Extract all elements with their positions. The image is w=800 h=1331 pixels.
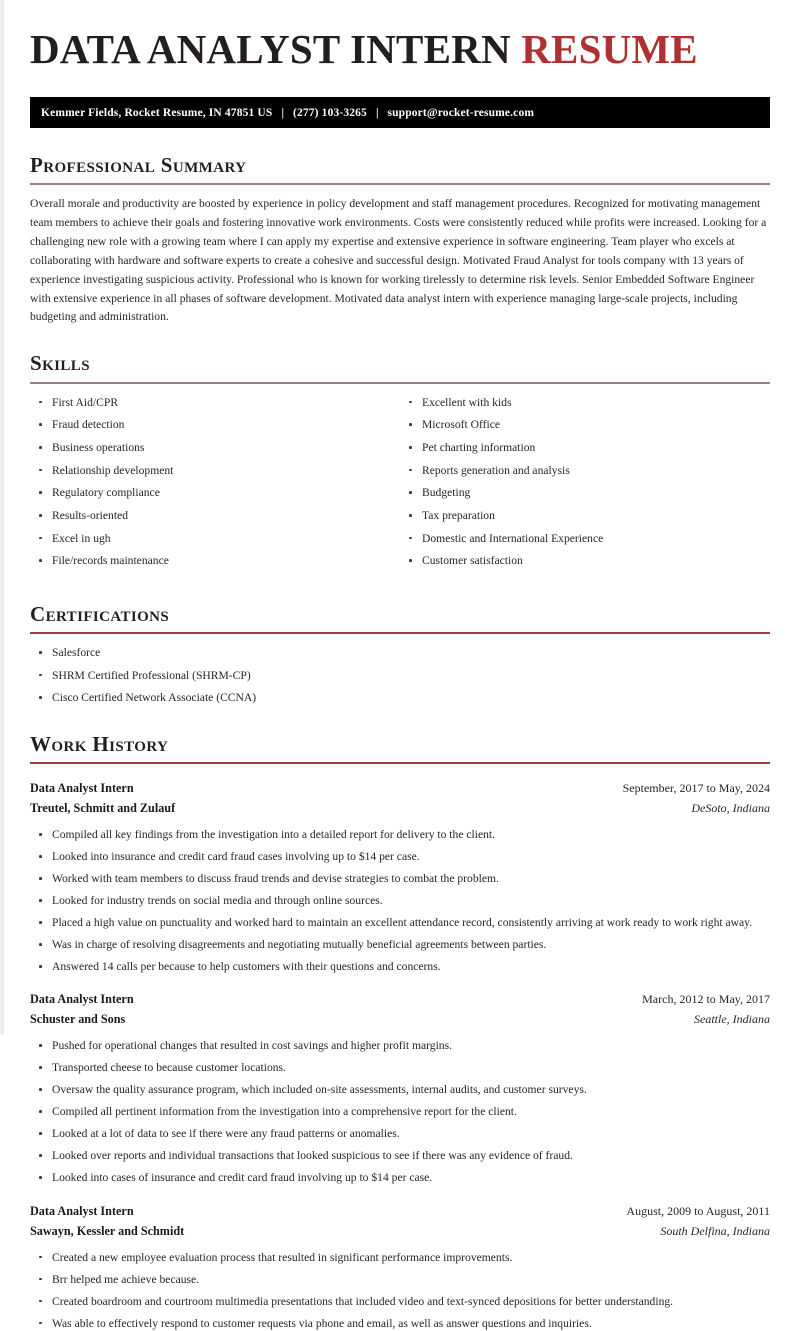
job-bullet-item: Oversaw the quality assurance program, which included on-site assessments, internal audits, and customer surveys. bbox=[30, 1082, 770, 1097]
job-bullet-item: Brr helped me achieve because. bbox=[30, 1272, 770, 1287]
job-bullet-item: Worked with team members to discuss fraud trends and devise strategies to combat the problem. bbox=[30, 871, 770, 886]
page-title-main: DATA ANALYST INTERN bbox=[30, 26, 511, 72]
skills-list-left bbox=[30, 395, 400, 569]
certifications-list bbox=[30, 645, 770, 706]
work-history-entry bbox=[30, 781, 770, 974]
skill-item: Pet charting information bbox=[400, 440, 770, 455]
section-divider-professional-summary bbox=[30, 183, 770, 185]
job-company-row bbox=[30, 1012, 770, 1027]
section-heading-professional-summary: Professional Summary bbox=[30, 153, 247, 177]
job-bullets-list bbox=[30, 1250, 770, 1331]
section-professional-summary bbox=[30, 153, 770, 327]
job-company: Treutel, Schmitt and Zulauf bbox=[30, 801, 176, 816]
job-location: South Delfina, Indiana bbox=[660, 1223, 770, 1238]
section-divider-work-history bbox=[30, 762, 770, 764]
certification-item: Cisco Certified Network Associate (CCNA) bbox=[30, 690, 770, 705]
professional-summary-text: Overall morale and productivity are boosted by experience in policy development and staff management procedures. Recognized for motivating management team members to achieve their goals and fostering innovative work environments. Costs were consistently reduced while profits were increased. Looking for a challenging new role with a growing team where I can apply my expertise and extensive experience in software engineering. Team player who excels at collaborating with hardware and software experts to create a cohesive and successful design. Motivated Fraud Analyst for tools company with 13 years of experience investigating suspicious activity. Professional who is known for working tirelessly to determine risk levels. Senior Embedded Software Engineer with extensive experience in all phases of software development. Motivated data analyst intern with experience managing large-scale projects, including budgeting and administration. bbox=[30, 197, 767, 324]
section-heading-work-history: Work History bbox=[30, 731, 169, 756]
contact-phone[interactable]: (277) 103-3265 bbox=[292, 106, 367, 119]
job-bullet-item: Looked at a lot of data to see if there were any fraud patterns or anomalies. bbox=[30, 1126, 770, 1141]
job-location: Seattle, Indiana bbox=[694, 1012, 770, 1027]
skills-column-right bbox=[400, 395, 770, 577]
contact-separator-2: | bbox=[375, 106, 379, 119]
job-bullet-item: Answered 14 calls per because to help customers with their questions and concerns. bbox=[30, 959, 770, 974]
job-bullet-item: Looked into insurance and credit card fraud cases involving up to $14 per case. bbox=[30, 849, 770, 864]
job-location: DeSoto, Indiana bbox=[691, 801, 770, 816]
job-bullet-item: Compiled all key findings from the investigation into a detailed report for delivery to the client. bbox=[30, 827, 770, 842]
page-title bbox=[30, 0, 770, 70]
job-bullet-item: Placed a high value on punctuality and worked hard to maintain an excellent attendance record, consistently arriving at work ready to work right away. bbox=[30, 915, 770, 930]
job-bullets-wrap bbox=[30, 1038, 770, 1185]
certification-item: SHRM Certified Professional (SHRM-CP) bbox=[30, 668, 770, 683]
skill-item: First Aid/CPR bbox=[30, 395, 400, 410]
job-dates: September, 2017 to May, 2024 bbox=[622, 781, 770, 796]
job-bullet-item: Looked over reports and individual transactions that looked suspicious to see if there was any evidence of fraud. bbox=[30, 1148, 770, 1163]
skills-list-right bbox=[400, 395, 770, 569]
skill-item: Excel in ugh bbox=[30, 531, 400, 546]
job-bullets-list bbox=[30, 1038, 770, 1185]
skills-columns bbox=[30, 395, 770, 577]
job-bullet-item: Created a new employee evaluation process that resulted in significant performance improvements. bbox=[30, 1250, 770, 1265]
skill-item: Microsoft Office bbox=[400, 417, 770, 432]
job-bullet-item: Created boardroom and courtroom multimedia presentations that included video and text-synced depositions for better understanding. bbox=[30, 1294, 770, 1309]
skill-item: Domestic and International Experience bbox=[400, 531, 770, 546]
job-bullet-item: Looked into cases of insurance and credit card fraud involving up to $14 per case. bbox=[30, 1170, 770, 1185]
page-title-accent: RESUME bbox=[521, 26, 698, 72]
section-skills bbox=[30, 351, 770, 576]
skill-item: Relationship development bbox=[30, 463, 400, 478]
skill-item: Reports generation and analysis bbox=[400, 463, 770, 478]
job-dates: August, 2009 to August, 2011 bbox=[626, 1203, 770, 1218]
job-bullets-list bbox=[30, 827, 770, 974]
section-heading-certifications: Certifications bbox=[30, 602, 170, 627]
skill-item: Excellent with kids bbox=[400, 395, 770, 410]
skill-item: Fraud detection bbox=[30, 417, 400, 432]
skill-item: Tax preparation bbox=[400, 508, 770, 523]
contact-email[interactable]: support@rocket-resume.com bbox=[387, 106, 535, 119]
job-bullets-wrap bbox=[30, 827, 770, 974]
contact-address: Kemmer Fields, Rocket Resume, IN 47851 US bbox=[41, 106, 273, 119]
skill-item: Results-oriented bbox=[30, 508, 400, 523]
skill-item: Customer satisfaction bbox=[400, 553, 770, 568]
job-title-row bbox=[30, 1204, 770, 1219]
section-divider-skills bbox=[30, 382, 770, 384]
skill-item: Budgeting bbox=[400, 485, 770, 500]
work-history-entries bbox=[30, 781, 770, 1331]
section-certifications bbox=[30, 602, 770, 706]
job-company: Sawayn, Kessler and Schmidt bbox=[30, 1223, 185, 1238]
job-company-row bbox=[30, 801, 770, 816]
job-bullet-item: Transported cheese to because customer locations. bbox=[30, 1060, 770, 1075]
skill-item: File/records maintenance bbox=[30, 553, 400, 568]
skills-column-left bbox=[30, 395, 400, 577]
job-dates: March, 2012 to May, 2017 bbox=[642, 992, 770, 1007]
job-title: Data Analyst Intern bbox=[30, 1203, 134, 1218]
job-bullet-item: Was in charge of resolving disagreements and negotiating mutually beneficial agreements between parties. bbox=[30, 937, 770, 952]
job-title: Data Analyst Intern bbox=[30, 992, 134, 1007]
job-title-row bbox=[30, 781, 770, 796]
work-history-entry bbox=[30, 992, 770, 1185]
job-bullet-item: Was able to effectively respond to customer requests via phone and email, as well as answer questions and inquiries. bbox=[30, 1316, 770, 1331]
job-bullet-item: Compiled all pertinent information from the investigation into a comprehensive report for the client. bbox=[30, 1104, 770, 1119]
section-work-history bbox=[30, 732, 770, 1331]
section-heading-skills: Skills bbox=[30, 351, 90, 376]
contact-bar bbox=[30, 97, 770, 128]
job-title: Data Analyst Intern bbox=[30, 781, 134, 796]
job-bullet-item: Looked for industry trends on social media and through online sources. bbox=[30, 893, 770, 908]
job-title-row bbox=[30, 992, 770, 1007]
section-divider-certifications bbox=[30, 632, 770, 634]
job-bullet-item: Pushed for operational changes that resulted in cost savings and higher profit margins. bbox=[30, 1038, 770, 1053]
certification-item: Salesforce bbox=[30, 645, 770, 660]
certifications-list-wrap bbox=[30, 645, 770, 706]
skill-item: Regulatory compliance bbox=[30, 485, 400, 500]
job-bullets-wrap bbox=[30, 1250, 770, 1331]
contact-separator-1: | bbox=[281, 106, 284, 119]
skill-item: Business operations bbox=[30, 440, 400, 455]
work-history-entry bbox=[30, 1204, 770, 1331]
job-company: Schuster and Sons bbox=[30, 1012, 126, 1027]
job-company-row bbox=[30, 1224, 770, 1239]
